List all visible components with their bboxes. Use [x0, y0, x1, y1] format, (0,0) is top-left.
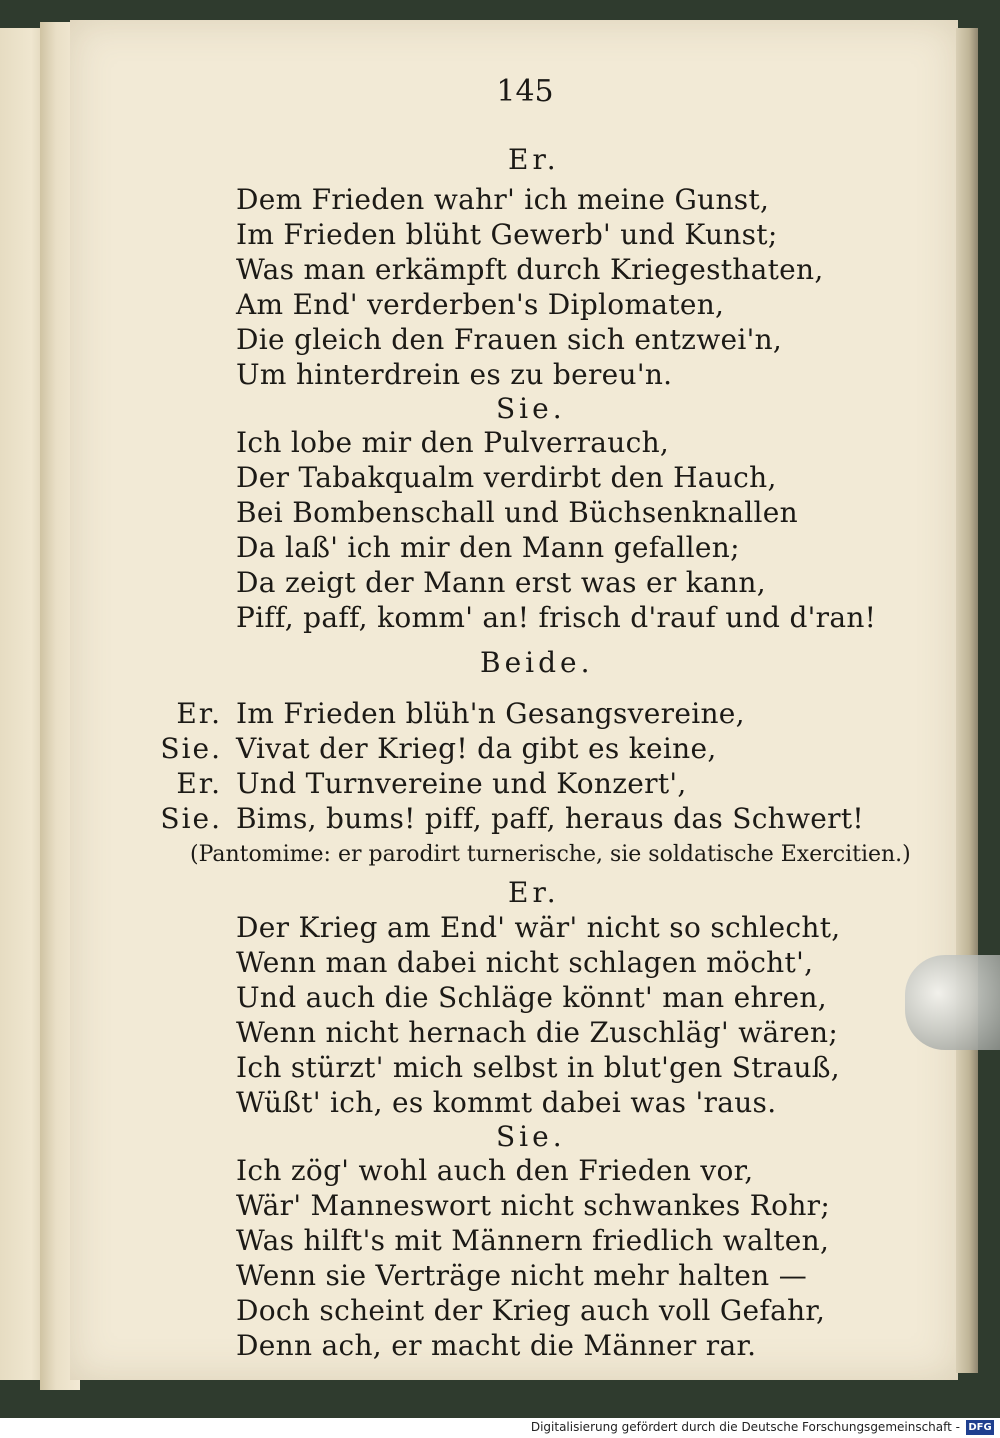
verse-line: Da laß' ich mir den Mann gefallen;	[236, 531, 740, 564]
dialog-line: Im Frieden blüh'n Gesangsvereine,	[236, 697, 745, 730]
verse-line: Wüßt' ich, es kommt dabei was 'raus.	[236, 1086, 777, 1119]
stage-direction: (Pantomime: er parodirt turnerische, sie soldatische Exercitien.)	[190, 842, 911, 867]
dialog-role: Sie.	[160, 732, 222, 765]
page-clip-marker	[905, 955, 1000, 1050]
page-stack-edge	[956, 28, 978, 1373]
page-number: 145	[496, 74, 554, 109]
dialog-line: Vivat der Krieg! da gibt es keine,	[236, 732, 717, 765]
verse-line: Wenn man dabei nicht schlagen möcht',	[236, 946, 814, 979]
verse-line: Bei Bombenschall und Büchsenknallen	[236, 496, 798, 529]
dialog-role: Sie.	[160, 802, 222, 835]
speaker-heading: Er.	[508, 143, 560, 176]
speaker-heading: Sie.	[496, 1120, 566, 1153]
dialog-role: Er.	[176, 767, 222, 800]
verse-line: Ich stürzt' mich selbst in blut'gen Strauß,	[236, 1051, 841, 1084]
dialog-line: Bims, bums! piff, paff, heraus das Schwert!	[236, 802, 864, 835]
verse-line: Doch scheint der Krieg auch voll Gefahr,	[236, 1294, 826, 1327]
verse-line: Der Tabakqualm verdirbt den Hauch,	[236, 461, 777, 494]
verse-line: Wenn nicht hernach die Zuschläg' wären;	[236, 1016, 839, 1049]
speaker-heading: Sie.	[496, 392, 566, 425]
verse-line: Ich zög' wohl auch den Frieden vor,	[236, 1154, 754, 1187]
verse-line: Wär' Manneswort nicht schwankes Rohr;	[236, 1189, 831, 1222]
verse-line: Da zeigt der Mann erst was er kann,	[236, 566, 766, 599]
speaker-heading: Beide.	[480, 646, 594, 679]
verse-line: Dem Frieden wahr' ich meine Gunst,	[236, 183, 770, 216]
verse-line: Und auch die Schläge könnt' man ehren,	[236, 981, 827, 1014]
verse-line: Was man erkämpft durch Kriegesthaten,	[236, 253, 824, 286]
verse-line: Die gleich den Frauen sich entzwei'n,	[236, 323, 783, 356]
footer-bar	[0, 1418, 1000, 1438]
verse-line: Denn ach, er macht die Männer rar.	[236, 1329, 757, 1362]
verse-line: Piff, paff, komm' an! frisch d'rauf und d'ran!	[236, 601, 877, 634]
verse-line: Am End' verderben's Diplomaten,	[236, 288, 725, 321]
dialog-role: Er.	[176, 697, 222, 730]
dialog-line: Und Turnvereine und Konzert',	[236, 767, 687, 800]
verse-line: Im Frieden blüht Gewerb' und Kunst;	[236, 218, 778, 251]
dfg-logo: DFG	[966, 1420, 994, 1435]
verse-line: Was hilft's mit Männern friedlich walten,	[236, 1224, 830, 1257]
speaker-heading: Er.	[508, 876, 560, 909]
funding-credit: Digitalisierung gefördert durch die Deutsche Forschungsgemeinschaft -	[530, 1420, 960, 1434]
verse-line: Wenn sie Verträge nicht mehr halten —	[236, 1259, 807, 1292]
verse-line: Ich lobe mir den Pulverrauch,	[236, 426, 670, 459]
verse-line: Der Krieg am End' wär' nicht so schlecht,	[236, 911, 841, 944]
verse-line: Um hinterdrein es zu bereu'n.	[236, 358, 673, 391]
